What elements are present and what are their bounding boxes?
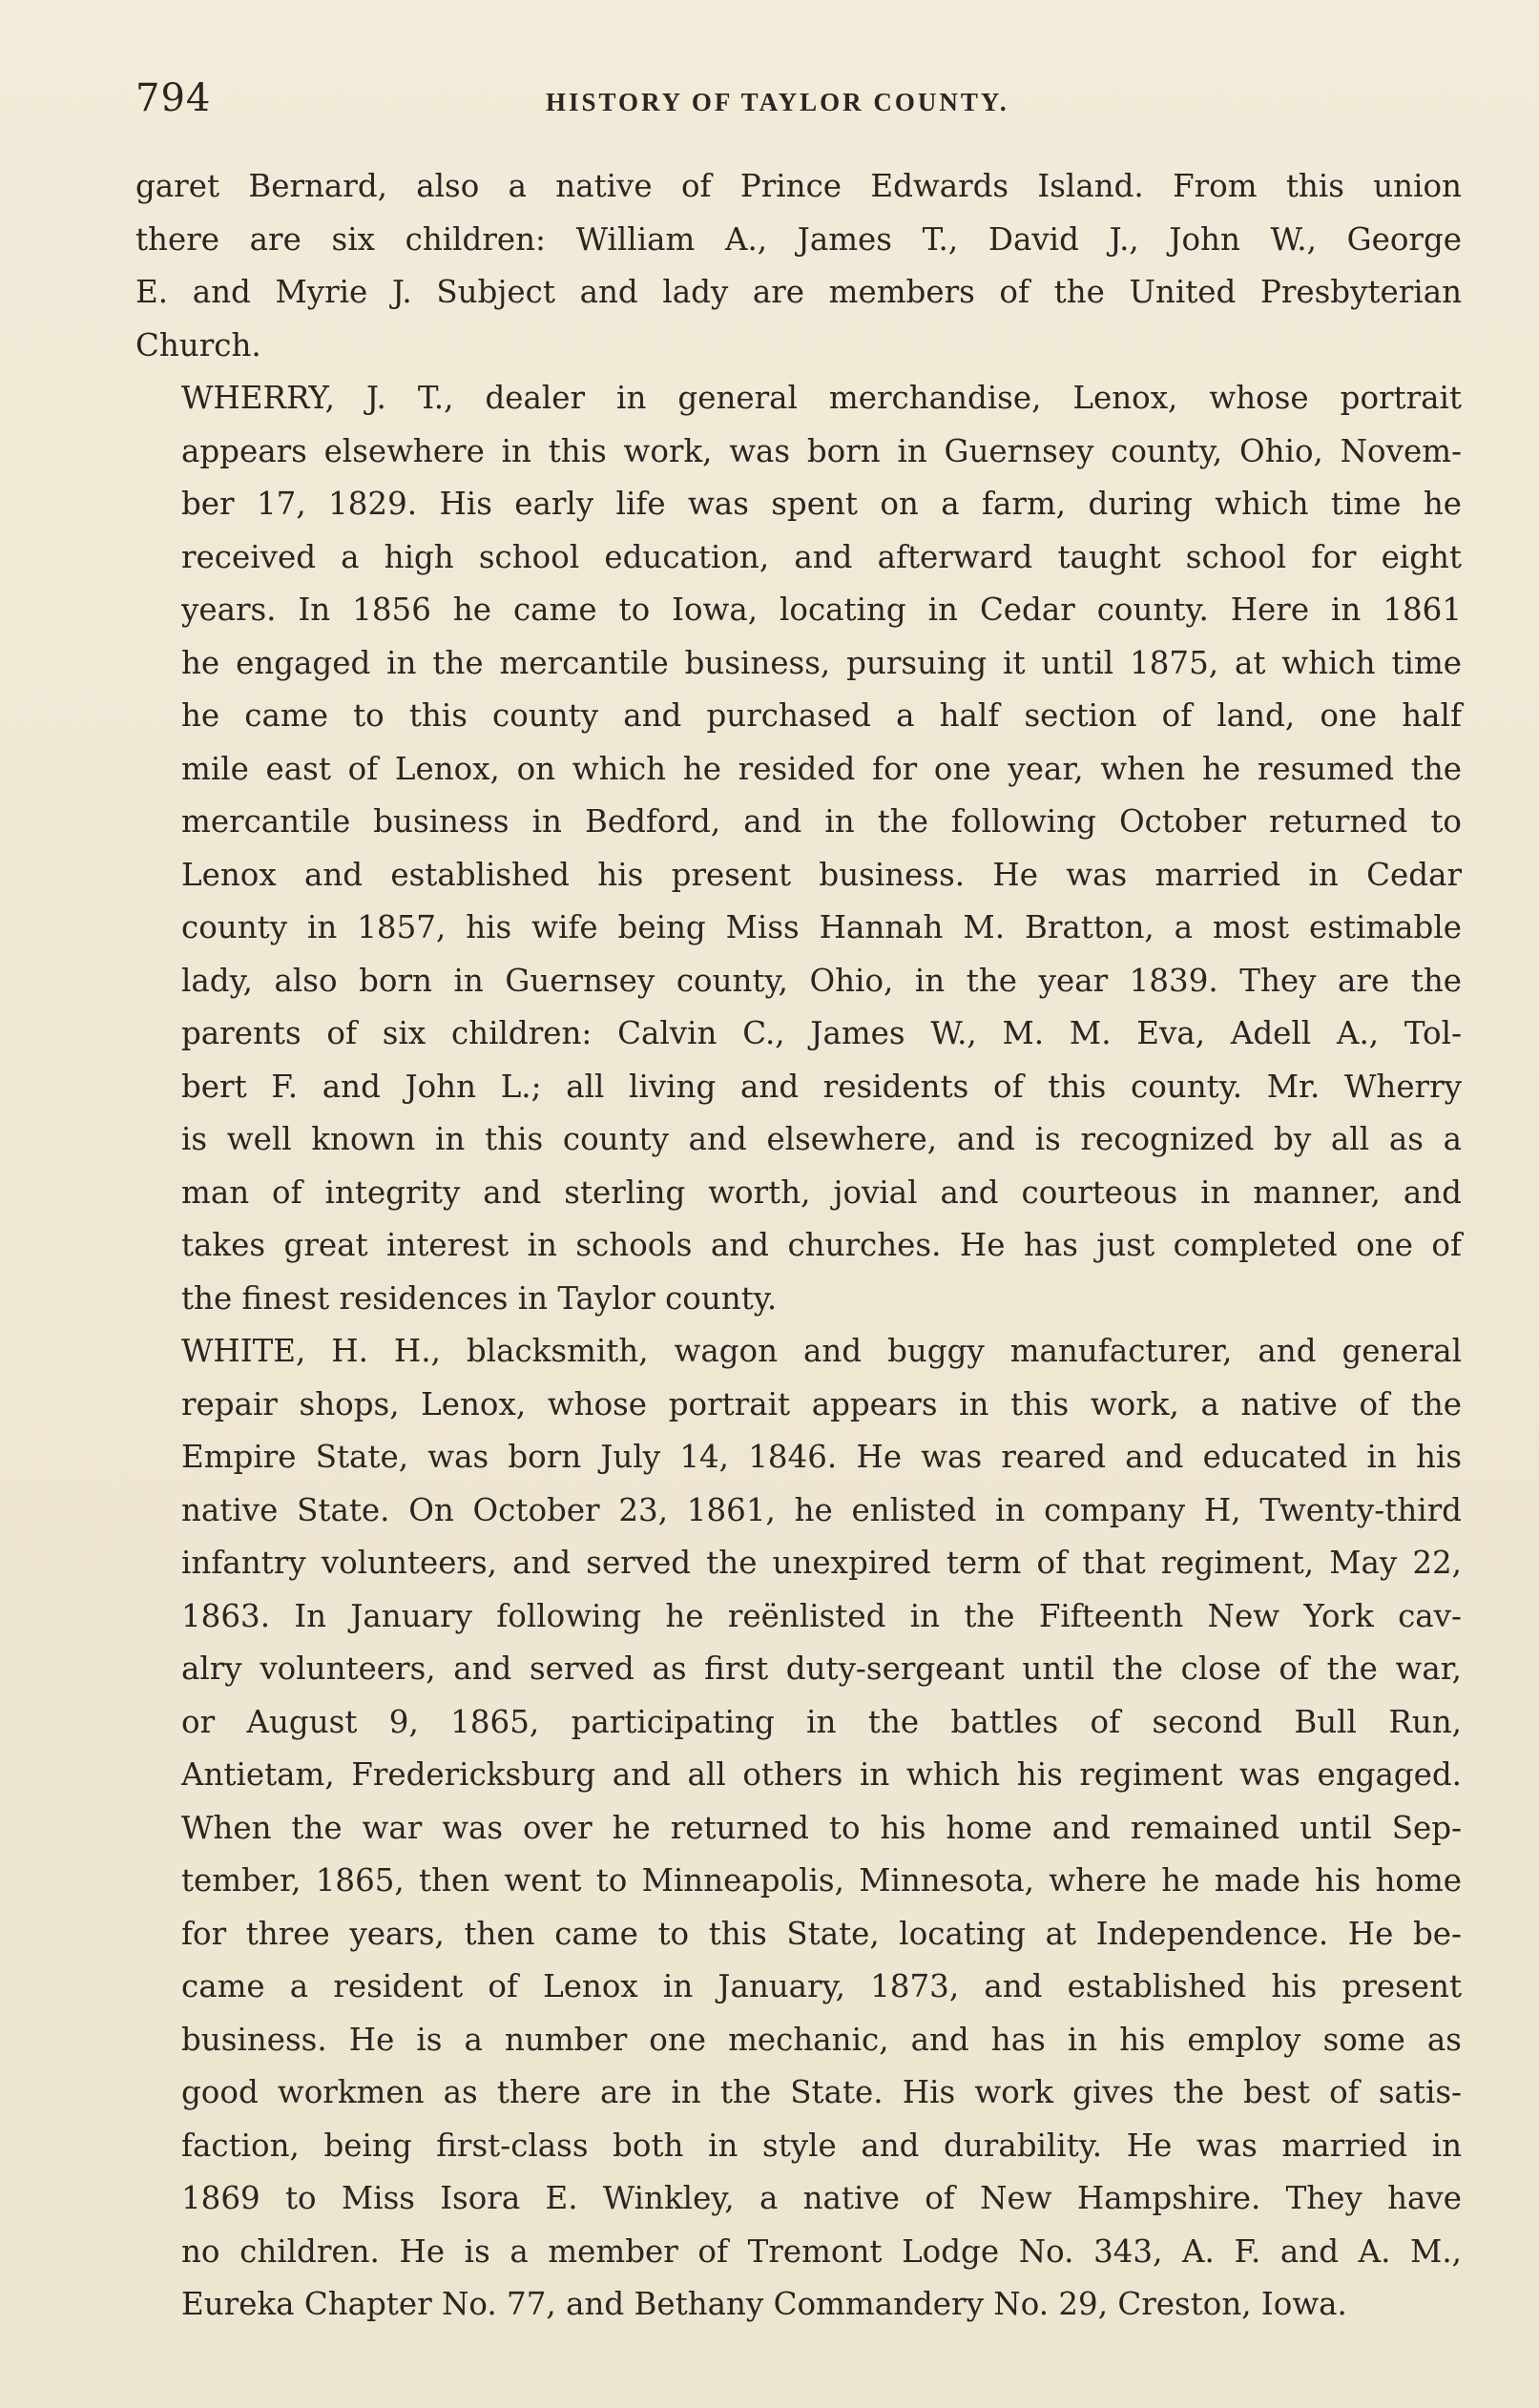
- text-line: infantry volunteers, and served the unexpired term of that regiment, May 22,: [181, 1545, 1462, 1581]
- text-line: came a resident of Lenox in January, 1873, and established his present: [181, 1968, 1462, 2004]
- text-line: WHERRY, J. T., dealer in general merchandise, Lenox, whose portrait: [181, 380, 1462, 416]
- text-line: mercantile business in Bedford, and in the following October returned to: [181, 803, 1462, 840]
- text-line: bert F. and John L.; all living and residents of this county. Mr. Wherry: [181, 1068, 1462, 1105]
- text-line: mile east of Lenox, on which he resided for one year, when he resumed the: [181, 750, 1462, 787]
- text-line: Eureka Chapter No. 77, and Bethany Commandery No. 29, Creston, Iowa.: [181, 2286, 1347, 2322]
- text-line: is well known in this county and elsewhere, and is recognized by all as a: [181, 1121, 1462, 1157]
- running-title: HISTORY OF TAYLOR COUNTY.: [546, 88, 1009, 116]
- text-line: the finest residences in Taylor county.: [181, 1279, 778, 1317]
- text-line: no children. He is a member of Tremont Lodge No. 343, A. F. and A. M.,: [181, 2232, 1462, 2270]
- text-line: Lenox and established his present business. He was married in Cedar: [181, 856, 1462, 893]
- text-line: appears elsewhere in this work, was born in Guernsey county, Ohio, Novem-: [181, 432, 1462, 469]
- text-line: ber 17, 1829. His early life was spent on a farm, during which time he: [181, 486, 1462, 522]
- text-line: years. In 1856 he came to Iowa, locating in Cedar county. Here in 1861: [181, 592, 1462, 628]
- text-line: alry volunteers, and served as first duty-sergeant until the close of the war,: [181, 1650, 1462, 1687]
- text-line: county in 1857, his wife being Miss Hannah M. Bratton, a most estimable: [181, 909, 1462, 945]
- text-line: received a high school education, and afterward taught school for eight: [181, 538, 1462, 575]
- text-line: Church.: [135, 326, 261, 363]
- text-line: there are six children: William A., James T., David J., John W., George: [135, 220, 1462, 258]
- text-line: native State. On October 23, 1861, he enlisted in company H, Twenty-third: [181, 1491, 1462, 1528]
- paragraph: [135, 372, 1462, 1325]
- text-line: good workmen as there are in the State. His work gives the best of satis-: [181, 2074, 1462, 2110]
- text-line: Empire State, was born July 14, 1846. He was reared and educated in his: [181, 1439, 1462, 1475]
- text-line: takes great interest in schools and churches. He has just completed one of: [181, 1227, 1462, 1263]
- text-line: E. and Myrie J. Subject and lady are members of the United Presbyterian: [135, 274, 1462, 310]
- text-line: tember, 1865, then went to Minneapolis, Minnesota, where he made his home: [181, 1862, 1462, 1899]
- text-line: faction, being first-class both in style and durability. He was married in: [181, 2127, 1462, 2164]
- text-line: When the war was over he returned to his home and remained until Sep-: [181, 1809, 1462, 1846]
- page-number: 794: [135, 76, 212, 120]
- text-line: for three years, then came to this State, locating at Independence. He be-: [181, 1915, 1462, 1952]
- page-header: [135, 76, 1465, 124]
- text-line: 1869 to Miss Isora E. Winkley, a native of New Hampshire. They have: [181, 2180, 1462, 2216]
- text-line: business. He is a number one mechanic, and has in his employ some as: [181, 2021, 1462, 2058]
- text-line: Antietam, Fredericksburg and all others in which his regiment was engaged.: [181, 1756, 1462, 1793]
- text-line: he engaged in the mercantile business, pursuing it until 1875, at which time: [181, 644, 1462, 681]
- text-line: garet Bernard, also a native of Prince Edwards Island. From this union: [135, 168, 1462, 204]
- text-line: lady, also born in Guernsey county, Ohio, in the year 1839. They are the: [181, 962, 1462, 999]
- paragraph: [135, 1325, 1462, 2332]
- text-line: parents of six children: Calvin C., James W., M. M. Eva, Adell A., Tol-: [181, 1015, 1462, 1051]
- text-line: he came to this county and purchased a half section of land, one half: [181, 697, 1462, 734]
- text-line: or August 9, 1865, participating in the battles of second Bull Run,: [181, 1703, 1462, 1740]
- text-line: repair shops, Lenox, whose portrait appears in this work, a native of the: [181, 1385, 1462, 1422]
- text-line: 1863. In January following he reënlisted in the Fifteenth New York cav-: [181, 1597, 1462, 1634]
- paragraph: [135, 160, 1462, 372]
- text-line: WHITE, H. H., blacksmith, wagon and buggy manufacturer, and general: [181, 1333, 1462, 1369]
- text-line: man of integrity and sterling worth, jovial and courteous in manner, and: [181, 1173, 1462, 1211]
- body-text: [135, 160, 1462, 2332]
